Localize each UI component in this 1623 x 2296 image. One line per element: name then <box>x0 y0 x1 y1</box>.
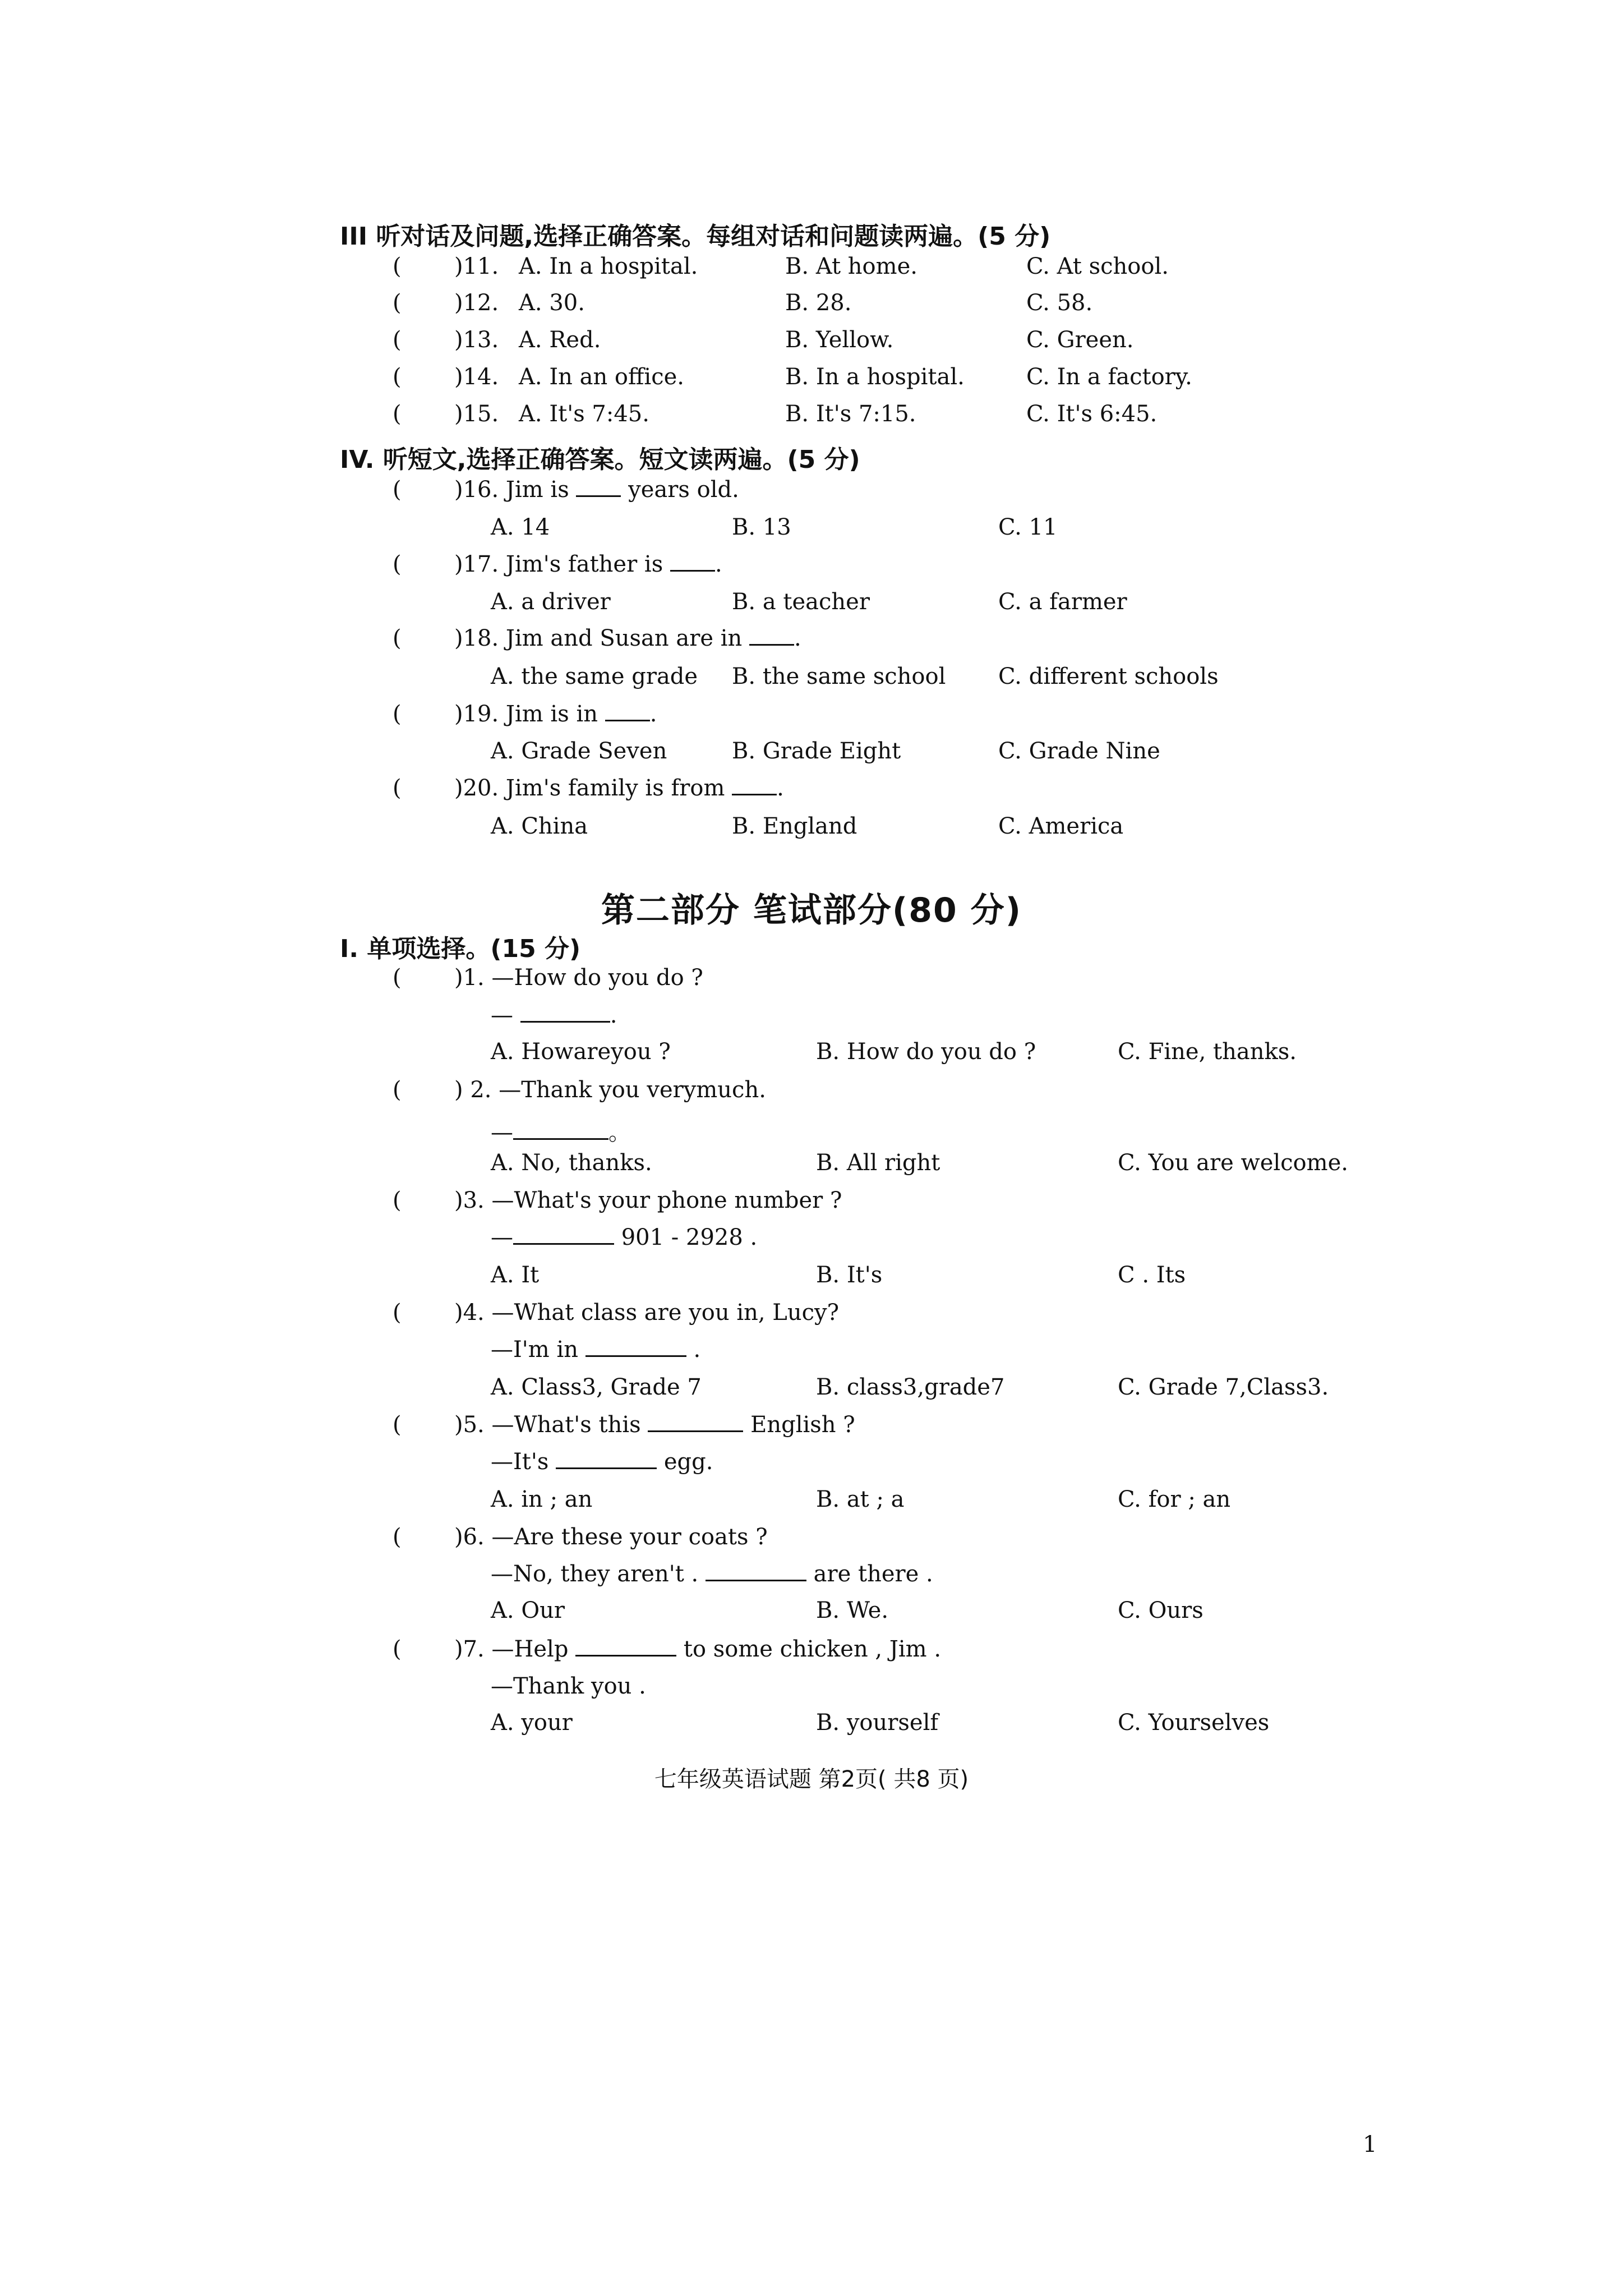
stem-text: )7. —Help <box>454 1636 569 1662</box>
answer-paren: ( <box>393 1412 402 1438</box>
answer-blank <box>513 1138 608 1140</box>
answer-paren: ( <box>393 701 402 727</box>
mc-options-5 <box>0 1487 1623 1520</box>
option-a: A. In an office. <box>519 364 684 390</box>
options-17 <box>0 589 1623 623</box>
option-b: B. 13 <box>732 514 791 540</box>
option-a: A. Howareyou ? <box>491 1039 671 1065</box>
question-stem: )1. —How do you do ? <box>454 965 703 991</box>
option-a: A. Grade Seven <box>491 738 667 764</box>
answer-paren: ( <box>393 401 402 427</box>
answer-blank <box>732 794 777 795</box>
response-line <box>491 1561 933 1587</box>
response-line <box>491 1449 713 1475</box>
mc-options-1 <box>0 1039 1623 1073</box>
answer-paren: ( <box>393 1188 402 1213</box>
stem-text-end: . <box>777 775 784 801</box>
response-line <box>491 1337 700 1363</box>
mc-options-3 <box>0 1262 1623 1296</box>
option-c: C. a farmer <box>998 589 1127 615</box>
option-b: B. At home. <box>785 254 917 279</box>
answer-paren: ( <box>393 625 402 651</box>
option-b: B. Grade Eight <box>732 738 901 764</box>
answer-paren: ( <box>393 775 402 801</box>
stem-text: )5. —What's this <box>454 1412 641 1438</box>
option-c: C. 58. <box>1026 290 1093 316</box>
option-a: A. a driver <box>491 589 611 615</box>
option-a: A. In a hospital. <box>519 254 698 279</box>
option-b: B. It's <box>816 1262 883 1288</box>
question-stem <box>454 551 722 577</box>
option-b: B. yourself <box>816 1710 939 1736</box>
answer-blank <box>648 1430 743 1432</box>
question-14 <box>0 364 1623 398</box>
mc-response-5 <box>0 1449 1623 1483</box>
option-c: C. Yourselves <box>1118 1710 1270 1736</box>
answer-paren: ( <box>393 1524 402 1550</box>
option-c: C. Ours <box>1118 1598 1204 1623</box>
option-c: C. It's 6:45. <box>1026 401 1158 427</box>
option-a: A. It's 7:45. <box>519 401 649 427</box>
question-stem <box>454 477 739 503</box>
option-a: A. your <box>491 1710 573 1736</box>
question-18 <box>0 625 1623 659</box>
stem-text: )20. Jim's family is from <box>454 775 725 801</box>
answer-paren: ( <box>393 254 402 279</box>
response-prefix: —It's <box>491 1449 549 1475</box>
option-b: B. a teacher <box>732 589 870 615</box>
option-a: A. No, thanks. <box>491 1150 652 1176</box>
stem-text: )16. Jim is <box>454 477 569 503</box>
option-c: C. Grade 7,Class3. <box>1118 1374 1329 1400</box>
mc-response-6 <box>0 1561 1623 1595</box>
part2-title: 第二部分 笔试部分(80 分) <box>601 891 1022 930</box>
option-a: A. 30. <box>519 290 585 316</box>
answer-paren: ( <box>393 290 402 316</box>
question-number: )14. <box>454 364 499 390</box>
section4-heading: IV. 听短文,选择正确答案。短文读两遍。(5 分) <box>340 445 860 474</box>
option-b: B. the same school <box>732 664 946 689</box>
mc-question-4 <box>0 1300 1623 1333</box>
option-c: C. In a factory. <box>1026 364 1192 390</box>
answer-blank <box>749 644 794 646</box>
part2-section1-heading: I. 单项选择。(15 分) <box>340 935 581 963</box>
options-16 <box>0 514 1623 548</box>
mc-question-5 <box>0 1412 1623 1446</box>
option-c: C. Grade Nine <box>998 738 1160 764</box>
option-a: A. Red. <box>519 327 601 353</box>
mc-question-3 <box>0 1188 1623 1221</box>
response-line <box>491 1115 631 1147</box>
response-suffix: egg. <box>663 1449 713 1475</box>
answer-blank <box>520 1021 610 1023</box>
response-suffix: 。 <box>608 1120 631 1145</box>
question-17 <box>0 551 1623 585</box>
question-stem: )4. —What class are you in, Lucy? <box>454 1300 840 1326</box>
mc-response-2 <box>0 1115 1623 1148</box>
question-stem: )3. —What's your phone number ? <box>454 1188 842 1213</box>
question-15 <box>0 401 1623 435</box>
response-line <box>491 1225 757 1250</box>
option-c: C. Green. <box>1026 327 1134 353</box>
stem-text: )19. Jim is in <box>454 701 598 727</box>
answer-paren: ( <box>393 551 402 577</box>
option-b: B. How do you do ? <box>816 1039 1036 1065</box>
response-suffix: . <box>610 1002 617 1028</box>
question-12 <box>0 290 1623 324</box>
mc-response-3 <box>0 1225 1623 1258</box>
question-19 <box>0 701 1623 735</box>
option-a: A. in ; an <box>491 1487 593 1512</box>
option-b: B. England <box>732 813 857 839</box>
mc-response-7 <box>0 1673 1623 1707</box>
option-b: B. class3,grade7 <box>816 1374 1005 1400</box>
option-a: A. It <box>491 1262 540 1288</box>
answer-paren: ( <box>393 1077 402 1103</box>
option-c: C . Its <box>1118 1262 1186 1288</box>
response-line <box>491 1002 617 1028</box>
answer-paren: ( <box>393 327 402 353</box>
answer-paren: ( <box>393 477 402 503</box>
mc-options-7 <box>0 1710 1623 1743</box>
option-c: C. 11 <box>998 514 1058 540</box>
option-c: C. Fine, thanks. <box>1118 1039 1297 1065</box>
option-a: A. China <box>491 813 588 839</box>
option-b: B. at ; a <box>816 1487 905 1512</box>
option-b: B. We. <box>816 1598 889 1623</box>
stem-text-end: to some chicken , Jim . <box>683 1636 942 1662</box>
answer-blank <box>585 1355 686 1357</box>
mc-question-7 <box>0 1636 1623 1670</box>
option-b: B. In a hospital. <box>785 364 965 390</box>
options-19 <box>0 738 1623 772</box>
option-a: A. Class3, Grade 7 <box>491 1374 702 1400</box>
question-stem: ) 2. —Thank you verymuch. <box>454 1077 766 1103</box>
response-prefix: — <box>491 1225 513 1250</box>
question-number: )13. <box>454 327 499 353</box>
answer-blank <box>670 570 715 572</box>
mc-response-4 <box>0 1337 1623 1370</box>
answer-blank <box>605 720 650 721</box>
page-number: 1 <box>1363 2132 1377 2157</box>
option-b: B. Yellow. <box>785 327 894 353</box>
options-18 <box>0 664 1623 697</box>
response-suffix: 901 - 2928 . <box>621 1225 758 1250</box>
question-stem <box>454 1636 941 1662</box>
question-stem <box>454 701 657 727</box>
option-b: B. It's 7:15. <box>785 401 916 427</box>
section3-heading: III 听对话及问题,选择正确答案。每组对话和问题读两遍。(5 分) <box>340 222 1051 251</box>
answer-blank <box>706 1580 806 1581</box>
answer-paren: ( <box>393 965 402 991</box>
stem-text-end: English ? <box>750 1412 855 1438</box>
question-number: )11. <box>454 254 499 279</box>
stem-text: )18. Jim and Susan are in <box>454 625 743 651</box>
mc-options-4 <box>0 1374 1623 1408</box>
question-16 <box>0 477 1623 510</box>
stem-text-end: years old. <box>628 477 739 503</box>
option-c: C. You are welcome. <box>1118 1150 1348 1176</box>
question-number: )15. <box>454 401 499 427</box>
mc-question-2 <box>0 1077 1623 1111</box>
options-20 <box>0 813 1623 847</box>
answer-paren: ( <box>393 1636 402 1662</box>
question-13 <box>0 327 1623 361</box>
stem-text-end: . <box>794 625 801 651</box>
stem-text: )17. Jim's father is <box>454 551 663 577</box>
response-line: —Thank you . <box>491 1673 646 1699</box>
page-footer: 七年级英语试题 第2页( 共8 页) <box>654 1766 969 1792</box>
option-a: A. Our <box>491 1598 565 1623</box>
response-prefix: — <box>491 1002 513 1028</box>
mc-response-1 <box>0 1002 1623 1036</box>
option-c: C. different schools <box>998 664 1219 689</box>
option-a: A. 14 <box>491 514 550 540</box>
question-stem: )6. —Are these your coats ? <box>454 1524 768 1550</box>
answer-blank <box>576 495 621 497</box>
stem-text-end: . <box>649 701 657 727</box>
mc-question-6 <box>0 1524 1623 1558</box>
stem-text-end: . <box>714 551 722 577</box>
response-suffix: are there . <box>813 1561 933 1587</box>
response-suffix: . <box>693 1337 701 1363</box>
question-11 <box>0 254 1623 287</box>
option-c: C. At school. <box>1026 254 1169 279</box>
option-b: B. 28. <box>785 290 852 316</box>
question-number: )12. <box>454 290 499 316</box>
answer-blank <box>575 1655 676 1657</box>
response-prefix: — <box>491 1120 513 1145</box>
answer-blank <box>513 1243 614 1245</box>
mc-question-1 <box>0 965 1623 999</box>
option-a: A. the same grade <box>491 664 698 689</box>
mc-options-2 <box>0 1150 1623 1184</box>
question-stem <box>454 625 801 651</box>
option-b: B. All right <box>816 1150 940 1176</box>
answer-paren: ( <box>393 1300 402 1326</box>
option-c: C. America <box>998 813 1124 839</box>
option-c: C. for ; an <box>1118 1487 1231 1512</box>
question-20 <box>0 775 1623 809</box>
response-prefix: —I'm in <box>491 1337 578 1363</box>
answer-paren: ( <box>393 364 402 390</box>
response-prefix: —No, they aren't . <box>491 1561 699 1587</box>
question-stem <box>454 775 784 801</box>
answer-blank <box>556 1467 657 1469</box>
question-stem <box>454 1412 855 1438</box>
mc-options-6 <box>0 1598 1623 1631</box>
